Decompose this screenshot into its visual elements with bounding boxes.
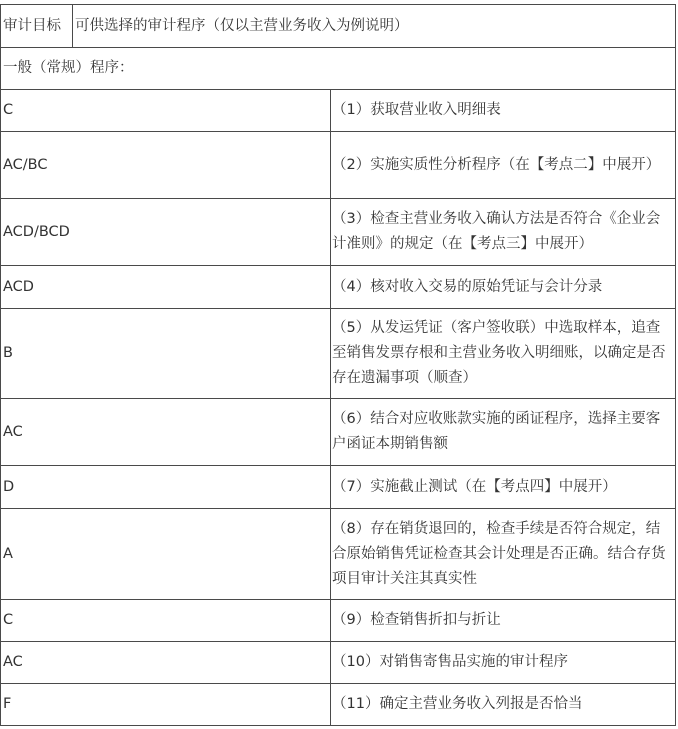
row-procedure: （3）检查主营业务收入确认方法是否符合《企业会计准则》的规定（在【考点三】中展开） xyxy=(331,199,676,266)
row-goal: C xyxy=(1,90,331,132)
row-goal: A xyxy=(1,509,331,600)
table-row xyxy=(1,309,676,399)
row-goal: D xyxy=(1,466,331,509)
row-procedure: （1）获取营业收入明细表 xyxy=(331,90,676,132)
table-row xyxy=(1,466,676,509)
table-row xyxy=(1,509,676,600)
table-row xyxy=(1,642,676,684)
table-row xyxy=(1,684,676,726)
section-row xyxy=(1,48,676,90)
table-header-row xyxy=(1,5,676,48)
row-procedure: （4）核对收入交易的原始凭证与会计分录 xyxy=(331,266,676,309)
row-goal: C xyxy=(1,600,331,642)
section-title: 一般（常规）程序： xyxy=(1,48,676,90)
row-procedure: （7）实施截止测试（在【考点四】中展开） xyxy=(331,466,676,509)
header-procedures: 可供选择的审计程序（仅以主营业务收入为例说明） xyxy=(73,5,676,48)
row-goal: B xyxy=(1,309,331,399)
table-row xyxy=(1,399,676,466)
row-goal: ACD/BCD xyxy=(1,199,331,266)
row-goal: AC xyxy=(1,399,331,466)
row-procedure: （9）检查销售折扣与折让 xyxy=(331,600,676,642)
table-row xyxy=(1,90,676,132)
row-procedure: （2）实施实质性分析程序（在【考点二】中展开） xyxy=(331,132,676,199)
row-goal: AC xyxy=(1,642,331,684)
audit-procedure-table xyxy=(0,4,676,726)
row-goal: F xyxy=(1,684,331,726)
table-row xyxy=(1,266,676,309)
row-goal: ACD xyxy=(1,266,331,309)
header-audit-goal: 审计目标 xyxy=(1,5,73,48)
row-procedure: （11）确定主营业务收入列报是否恰当 xyxy=(331,684,676,726)
row-procedure: （10）对销售寄售品实施的审计程序 xyxy=(331,642,676,684)
row-goal: AC/BC xyxy=(1,132,331,199)
row-procedure: （6）结合对应收账款实施的函证程序，选择主要客户函证本期销售额 xyxy=(331,399,676,466)
table-row xyxy=(1,600,676,642)
row-procedure: （8）存在销货退回的，检查手续是否符合规定，结合原始销售凭证检查其会计处理是否正确。结合存货项目审计关注其真实性 xyxy=(331,509,676,600)
row-procedure: （5）从发运凭证（客户签收联）中选取样本，追查至销售发票存根和主营业务收入明细账，以确定是否存在遗漏事项（顺查） xyxy=(331,309,676,399)
table-row xyxy=(1,132,676,199)
table-row xyxy=(1,199,676,266)
